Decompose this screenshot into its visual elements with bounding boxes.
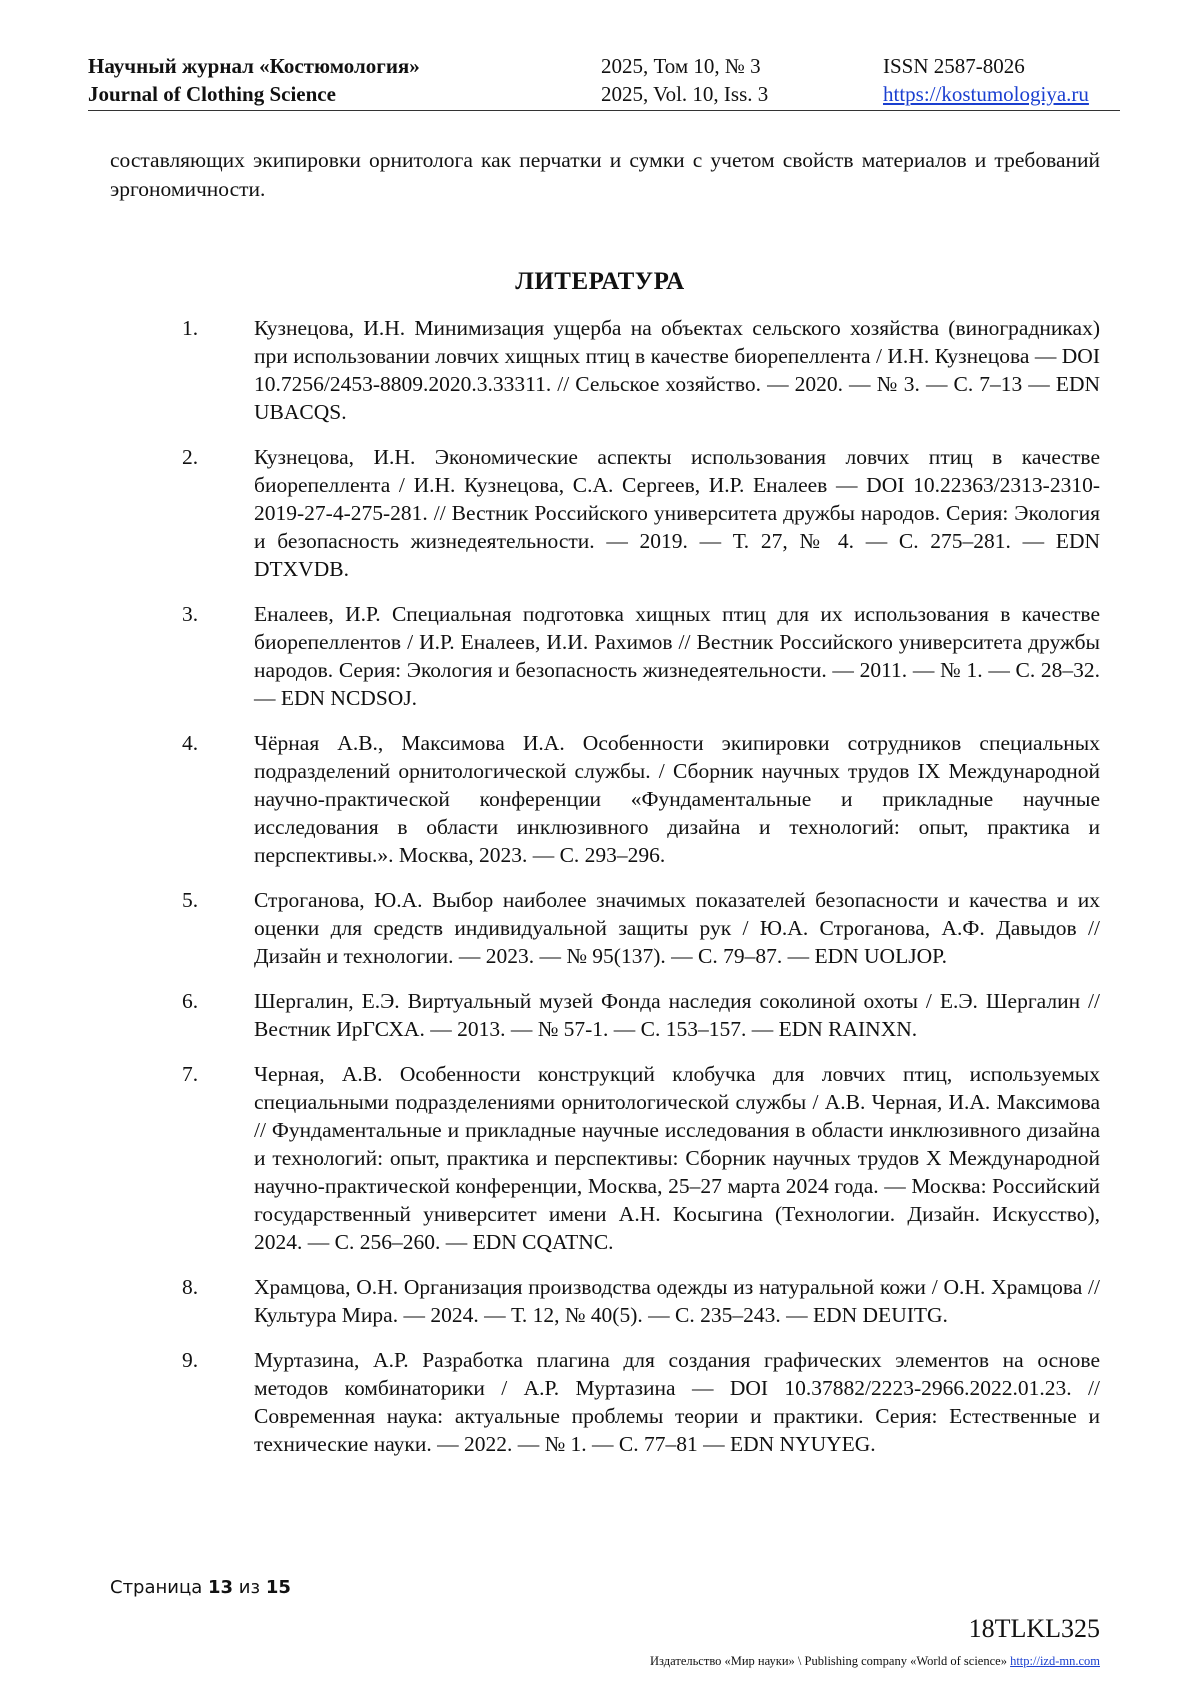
- reference-text: Чёрная А.В., Максимова И.А. Особенности экипировки сотрудников специальных подразделений орнитологической службы. / Сборник научных трудов IX Международной научно-практической конференции «Фундаментальные и прикладные научные исследования в области инклюзивного дизайна и технологий: опыт, практика и перспективы.». Москва, 2023. — С. 293–296.: [254, 731, 1100, 867]
- page-total: 15: [265, 1577, 291, 1598]
- publisher-link[interactable]: http://izd-mn.com: [1010, 1654, 1100, 1668]
- page-header: [88, 52, 1120, 112]
- issn: ISSN 2587-8026: [883, 54, 1025, 78]
- page-number: [110, 1577, 291, 1598]
- references-list: [0, 314, 1200, 1475]
- reference-number: 4.: [182, 731, 199, 755]
- reference-item: [0, 1273, 1200, 1329]
- article-code: 18TLKL325: [968, 1614, 1100, 1643]
- issue-ru: 2025, Том 10, № 3: [601, 54, 761, 78]
- reference-text: Черная, А.В. Особенности конструкций клобучка для ловчих птиц, используемых специальными подразделениями орнитологической службы / А.В. Черная, И.А. Максимова // Фундаментальные и прикладные научные исследования в области инклюзивного дизайна и технологий: опыт, практика и перспективы: Сборник научных трудов X Международной научно-практической конференции, Москва, 25–27 марта 2024 года. — Москва: Российский государственный университет имени А.Н. Косыгина (Технологии. Дизайн. Искусство), 2024. — С. 256–260. — EDN CQATNC.: [254, 1062, 1100, 1254]
- reference-item: [0, 600, 1200, 712]
- reference-text: Храмцова, О.Н. Организация производства одежды из натуральной кожи / О.Н. Храмцова // Культура Мира. — 2024. — Т. 12, № 40(5). — С. 235–243. — EDN DEUITG.: [254, 1275, 1100, 1327]
- reference-text: Еналеев, И.Р. Специальная подготовка хищных птиц для их использования в качестве биорепеллентов / И.Р. Еналеев, И.И. Рахимов // Вестник Российского университета дружбы народов. Серия: Экология и безопасность жизнедеятельности. — 2011. — № 1. — С. 28–32. — EDN NCDSOJ.: [254, 602, 1100, 710]
- reference-number: 3.: [182, 602, 199, 626]
- reference-text: Муртазина, А.Р. Разработка плагина для создания графических элементов на основе методов комбинаторики / А.Р. Муртазина — DOI 10.37882/2223-2966.2022.01.23. // Современная наука: актуальные проблемы теории и практики. Серия: Естественные и технические науки. — 2022. — № 1. — С. 77–81 — EDN NYUYEG.: [254, 1348, 1100, 1456]
- reference-item: [0, 729, 1200, 869]
- reference-text: Кузнецова, И.Н. Минимизация ущерба на объектах сельского хозяйства (виноградниках) при использовании ловчих хищных птиц в качестве биорепеллента / И.Н. Кузнецова — DOI 10.7256/2453-8809.2020.3.33311. // Сельское хозяйство. — 2020. — № 3. — С. 7–13 — EDN UBACQS.: [254, 316, 1100, 424]
- reference-item: [0, 314, 1200, 426]
- journal-title-en: Journal of Clothing Science: [88, 82, 336, 106]
- reference-item: [0, 987, 1200, 1043]
- reference-text: Кузнецова, И.Н. Экономические аспекты использования ловчих птиц в качестве биорепеллента / И.Н. Кузнецова, С.А. Сергеев, И.Р. Еналеев — DOI 10.22363/2313-2310-2019-27-4-275-281. // Вестник Российского университета дружбы народов. Серия: Экология и безопасность жизнедеятельности. — 2019. — Т. 27, № 4. — С. 275–281. — EDN DTXVDB.: [254, 445, 1100, 581]
- issn-block: [883, 52, 1089, 108]
- reference-number: 5.: [182, 888, 199, 912]
- issue-block: [601, 52, 768, 108]
- reference-text: Шергалин, Е.Э. Виртуальный музей Фонда наследия соколиной охоты / Е.Э. Шергалин // Вестник ИрГСХА. — 2013. — № 57-1. — С. 153–157. — EDN RAINXN.: [254, 989, 1100, 1041]
- journal-site-link[interactable]: https://kostumologiya.ru: [883, 82, 1089, 106]
- intro-paragraph: составляющих экипировки орнитолога как перчатки и сумки с учетом свойств материалов и требований эргономичности.: [110, 148, 1100, 201]
- reference-number: 8.: [182, 1275, 199, 1299]
- reference-number: 2.: [182, 445, 199, 469]
- references-heading: ЛИТЕРАТУРА: [515, 268, 685, 295]
- reference-number: 9.: [182, 1348, 199, 1372]
- publisher-text: Издательство «Мир науки» \ Publishing company «World of science»: [650, 1654, 1007, 1668]
- journal-title-ru: Научный журнал «Костюмология»: [88, 54, 420, 78]
- reference-item: [0, 886, 1200, 970]
- reference-number: 6.: [182, 989, 199, 1013]
- publisher-line: [650, 1654, 1100, 1669]
- reference-item: [0, 1060, 1200, 1256]
- reference-item: [0, 1346, 1200, 1458]
- reference-number: 1.: [182, 316, 199, 340]
- issue-en: 2025, Vol. 10, Iss. 3: [601, 82, 769, 106]
- journal-title-block: [88, 52, 420, 108]
- reference-number: 7.: [182, 1062, 199, 1086]
- header-divider: [88, 110, 1120, 111]
- page-current: 13: [208, 1577, 234, 1598]
- reference-text: Строганова, Ю.А. Выбор наиболее значимых показателей безопасности и качества и их оценки для средств индивидуальной защиты рук / Ю.А. Строганова, А.Ф. Давыдов // Дизайн и технологии. — 2023. — № 95(137). — С. 79–87. — EDN UOLJOP.: [254, 888, 1100, 968]
- reference-item: [0, 443, 1200, 583]
- page-separator: из: [238, 1577, 261, 1598]
- page-prefix: Страница: [110, 1577, 203, 1598]
